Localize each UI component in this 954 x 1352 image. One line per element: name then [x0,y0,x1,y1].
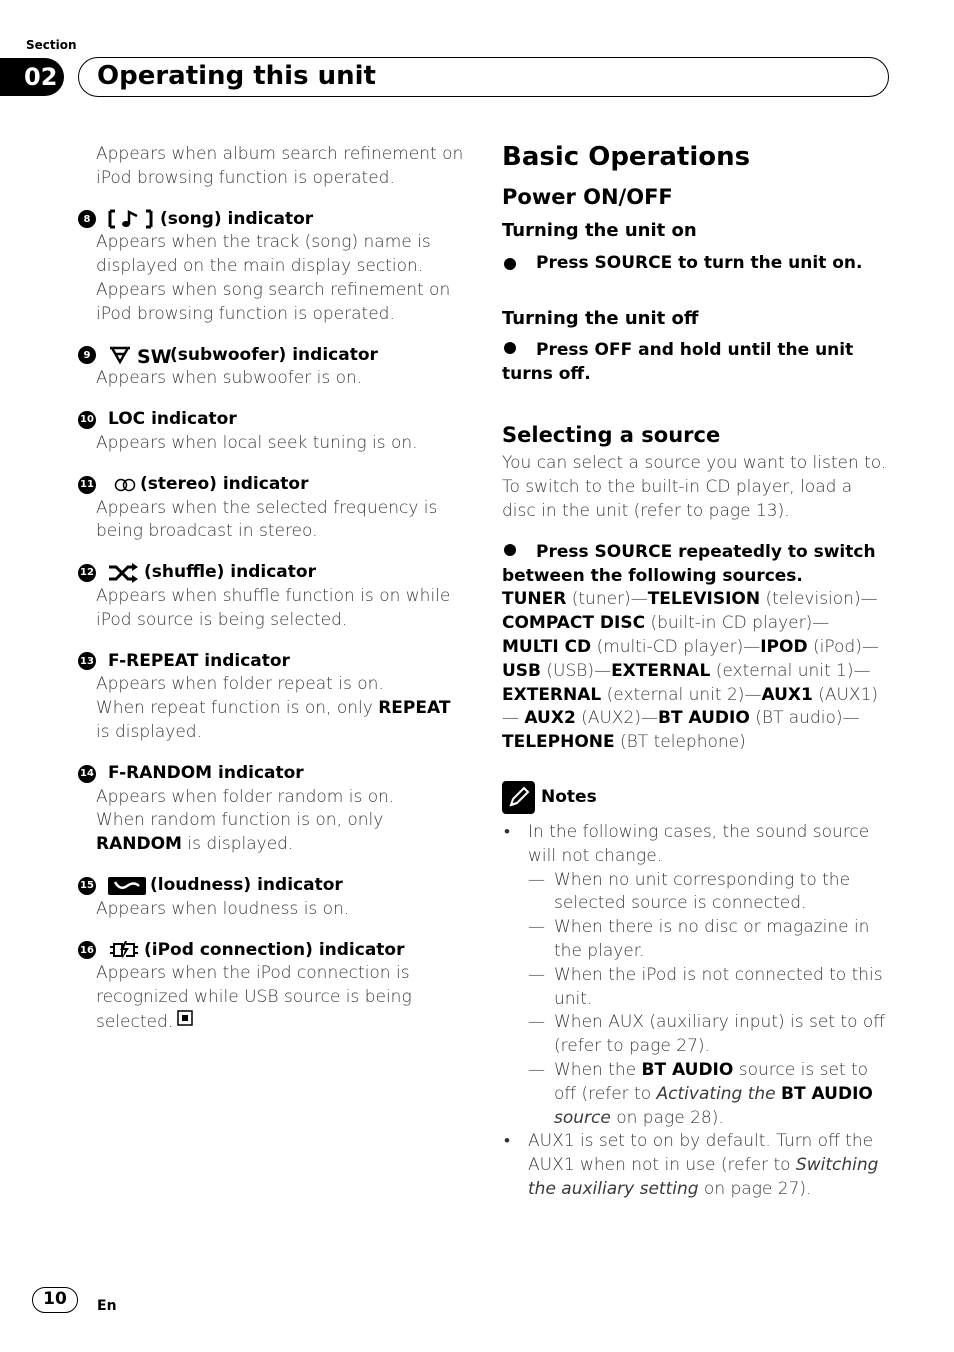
item-title: (stereo) indicator [140,473,309,494]
section-title: Operating this unit [97,61,376,91]
language-code: En [97,1298,117,1314]
item-text: Appears when the iPod connection is recognized while USB source is being selected. [96,963,412,1032]
item-text: Appears when song search refinement on iPod browsing function is operated. [96,279,451,324]
item-title: (shuffle) indicator [144,562,316,583]
note-subitem: — When no unit corresponding to the selected source is connected. [528,869,890,917]
note-sublist [528,869,890,1131]
item-number: 11 [78,476,96,494]
note-item: • AUX1 is set to on by default. Turn off the AUX1 when not in use (refer to Switching the auxiliary setting on page 27). [502,1130,890,1201]
svg-text:SW: SW [137,346,172,369]
item-text: Appears when shuffle function is on while iPod source is being selected. [96,585,451,630]
section-label: Section [26,38,77,52]
notes-list [502,821,890,1202]
item-text: Appears when local seek tuning is on. [96,432,418,453]
note-subitem: — When there is no disc or magazine in the player. [528,916,890,964]
item-text: Appears when folder repeat is on. [96,674,384,695]
item-text: When repeat function is on, only REPEAT is displayed. [96,698,451,742]
item-text: Appears when folder random is on. [96,786,395,807]
note-subitem: — When the BT AUDIO source is set to off (refer to Activating the BT AUDIO source on page 28). [528,1059,890,1130]
bullet-icon [504,544,516,556]
note-subitem: — When AUX (auxiliary input) is set to off (refer to page 27). [528,1011,890,1059]
loc-indicator-item [78,408,468,456]
ipod-connection-indicator-item [78,939,468,1035]
album-search-text: Appears when album search refinement on iPod browsing function is operated. [96,144,464,188]
item-number: 15 [78,877,96,895]
turning-on-heading: Turning the unit on [502,220,697,241]
ipod-connection-icon [108,940,140,960]
shuffle-icon [108,563,140,583]
power-on-step: Press SOURCE to turn the unit on. [502,252,890,276]
loudness-icon [108,876,146,896]
item-number: 9 [78,346,96,364]
page-number: 10 [32,1287,78,1313]
stereo-indicator-item [78,473,468,544]
note-item: • In the following cases, the sound source will not change. — When no unit corresponding to the selected source is connected. — When there is no disc or magazine in the player. — When the iPod is not connected to this unit. — When AUX (auxiliary input) is set to off (refer to page 27). — When the BT AUDIO source is set to off (refer to Activating the BT AUDIO source on page 28). [502,821,890,1130]
section-number-tab: 02 [0,58,64,96]
loudness-indicator-item [78,874,468,922]
bullet-icon [504,342,516,354]
item-text: Appears when the selected frequency is being broadcast in stereo. [96,497,438,542]
item-title: F-RANDOM indicator [108,762,304,783]
f-repeat-indicator-item [78,650,468,745]
item-number: 13 [78,652,96,670]
selecting-source-text: You can select a source you want to listen to. To switch to the built-in CD player, load a disc in the unit (refer to page 13). [502,453,887,521]
select-source-step: Press SOURCE repeatedly to switch between the following sources. [502,541,876,586]
item-number: 16 [78,941,96,959]
subwoofer-icon [108,344,172,369]
item-text: When random function is on, only RANDOM is displayed. [96,810,384,855]
selecting-source-heading: Selecting a source [502,423,721,448]
power-heading: Power ON/OFF [502,185,673,209]
item-number: 10 [78,411,96,429]
item-title: LOC indicator [108,409,237,430]
subwoofer-indicator-item [78,344,468,392]
item-title: F-REPEAT indicator [108,650,290,671]
item-text: Appears when the track (song) name is displayed on the main display section. [96,232,431,277]
section-title-box [78,57,889,97]
left-column [78,143,468,1035]
shuffle-indicator-item [78,561,468,632]
item-title: (subwoofer) indicator [170,344,378,365]
notes-header: Notes [502,781,890,814]
power-off-step: Press OFF and hold until the unit turns off. [502,339,854,384]
song-indicator-item [78,208,468,327]
item-text: Appears when subwoofer is on. [96,368,363,389]
item-number: 12 [78,564,96,582]
note-subitem: — When the iPod is not connected to this unit. [528,964,890,1012]
right-column [502,141,890,1202]
stereo-icon [114,478,136,492]
turning-off-heading: Turning the unit off [502,307,699,329]
basic-operations-heading: Basic Operations [502,142,751,172]
item-text: Appears when loudness is on. [96,898,350,919]
source-sequence: TUNER (tuner)—TELEVISION (television)— COMPACT DISC (built-in CD player)— MULTI CD (multi-CD player)—IPOD (iPod)— USB (USB)—EXTERNAL (external unit 1)— EXTERNAL (external unit 2)—AUX1 (AUX1)— AUX2 (AUX2)—BT AUDIO (BT audio)— TELEPHONE (BT telephone) [502,589,879,753]
item-number: 8 [78,210,96,228]
item-title: (iPod connection) indicator [144,939,405,960]
pencil-icon [502,781,535,814]
f-random-indicator-item [78,762,468,857]
item-title: (loudness) indicator [150,874,343,895]
item-number: 14 [78,765,96,783]
item-title: (song) indicator [160,208,314,229]
bullet-icon [504,258,516,270]
song-icon [108,209,156,229]
end-mark-icon [177,1010,193,1034]
